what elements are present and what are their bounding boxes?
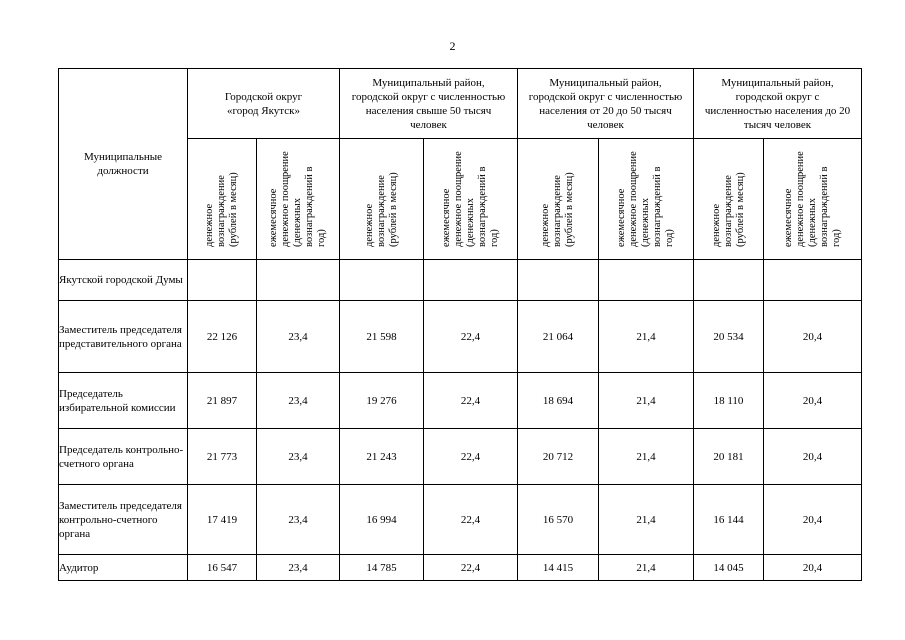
value-cell	[257, 260, 340, 301]
value-cell: 19 276	[340, 373, 424, 429]
group-header-over-50k: Муниципальный район, городской округ с численностью населения свыше 50 тысяч человек	[340, 69, 518, 139]
value-cell: 22 126	[188, 301, 257, 373]
subheader-monthly	[518, 139, 599, 260]
value-cell: 20,4	[764, 429, 862, 485]
value-cell: 20,4	[764, 555, 862, 581]
value-cell: 16 570	[518, 485, 599, 555]
value-cell: 20,4	[764, 301, 862, 373]
subheader-bonus	[424, 139, 518, 260]
value-cell: 23,4	[257, 485, 340, 555]
position-name: Заместитель председателя контрольно-счетного органа	[59, 485, 188, 555]
value-cell: 22,4	[424, 373, 518, 429]
group-header-yakutsk: Городской округ «город Якутск»	[188, 69, 340, 139]
value-cell: 22,4	[424, 555, 518, 581]
value-cell: 22,4	[424, 485, 518, 555]
subheader-bonus-label: ежемесячное денежное поощрение (денежных вознаграждений в год)	[440, 151, 500, 247]
salary-table	[58, 68, 862, 581]
value-cell: 22,4	[424, 429, 518, 485]
position-name: Якутской городской Думы	[59, 260, 188, 301]
subheader-bonus	[764, 139, 862, 260]
value-cell: 20 181	[694, 429, 764, 485]
value-cell: 20,4	[764, 485, 862, 555]
group-header-20-50k: Муниципальный район, городской округ с численностью населения от 20 до 50 тысяч человек	[518, 69, 694, 139]
subheader-monthly	[188, 139, 257, 260]
value-cell: 20 534	[694, 301, 764, 373]
value-cell: 14 415	[518, 555, 599, 581]
group-header-under-20k: Муниципальный район, городской округ с численностью населения до 20 тысяч человек	[694, 69, 862, 139]
subheader-monthly-label: денежное вознаграждение (рублей в месяц)	[540, 172, 575, 247]
value-cell	[764, 260, 862, 301]
value-cell: 20,4	[764, 373, 862, 429]
position-name: Председатель контрольно-счетного органа	[59, 429, 188, 485]
value-cell: 16 547	[188, 555, 257, 581]
value-cell: 21 064	[518, 301, 599, 373]
subheader-monthly-label: денежное вознаграждение (рублей в месяц)	[710, 172, 746, 247]
value-cell: 17 419	[188, 485, 257, 555]
value-cell: 23,4	[257, 373, 340, 429]
value-cell: 21,4	[599, 429, 694, 485]
page-number: 2	[449, 39, 456, 53]
positions-header: Муниципальные должности	[59, 69, 188, 260]
value-cell: 16 144	[694, 485, 764, 555]
table-row	[59, 485, 862, 555]
value-cell: 21 598	[340, 301, 424, 373]
value-cell	[340, 260, 424, 301]
value-cell	[518, 260, 599, 301]
group-header-row	[59, 69, 862, 139]
value-cell	[599, 260, 694, 301]
position-name: Заместитель председателя представительного органа	[59, 301, 188, 373]
table-row	[59, 301, 862, 373]
table-row	[59, 429, 862, 485]
subheader-bonus	[257, 139, 340, 260]
value-cell: 21,4	[599, 485, 694, 555]
subheader-monthly	[340, 139, 424, 260]
value-cell: 22,4	[424, 301, 518, 373]
table-row	[59, 373, 862, 429]
value-cell: 23,4	[257, 429, 340, 485]
value-cell: 21,4	[599, 555, 694, 581]
value-cell: 23,4	[257, 555, 340, 581]
value-cell: 14 785	[340, 555, 424, 581]
subheader-monthly-label: денежное вознаграждение (рублей в месяц)	[204, 172, 239, 247]
value-cell: 18 110	[694, 373, 764, 429]
subheader-bonus-label: ежемесячное денежное поощрение (денежных вознаграждений в год)	[782, 151, 842, 247]
position-name: Председатель избирательной комиссии	[59, 373, 188, 429]
table-row	[59, 555, 862, 581]
value-cell: 21 773	[188, 429, 257, 485]
subheader-bonus-label: ежемесячное денежное поощрение (денежных вознаграждений в год)	[268, 151, 327, 247]
value-cell: 21,4	[599, 301, 694, 373]
table-row	[59, 260, 862, 301]
value-cell: 23,4	[257, 301, 340, 373]
subheader-monthly-label: денежное вознаграждение (рублей в месяц)	[363, 172, 399, 247]
subheader-bonus-label: ежемесячное денежное поощрение (денежных вознаграждений в год)	[616, 151, 675, 247]
value-cell: 16 994	[340, 485, 424, 555]
value-cell	[424, 260, 518, 301]
value-cell: 21 243	[340, 429, 424, 485]
position-name: Аудитор	[59, 555, 188, 581]
value-cell	[188, 260, 257, 301]
value-cell: 21 897	[188, 373, 257, 429]
value-cell: 21,4	[599, 373, 694, 429]
subheader-monthly	[694, 139, 764, 260]
value-cell	[694, 260, 764, 301]
value-cell: 20 712	[518, 429, 599, 485]
subheader-bonus	[599, 139, 694, 260]
value-cell: 14 045	[694, 555, 764, 581]
value-cell: 18 694	[518, 373, 599, 429]
